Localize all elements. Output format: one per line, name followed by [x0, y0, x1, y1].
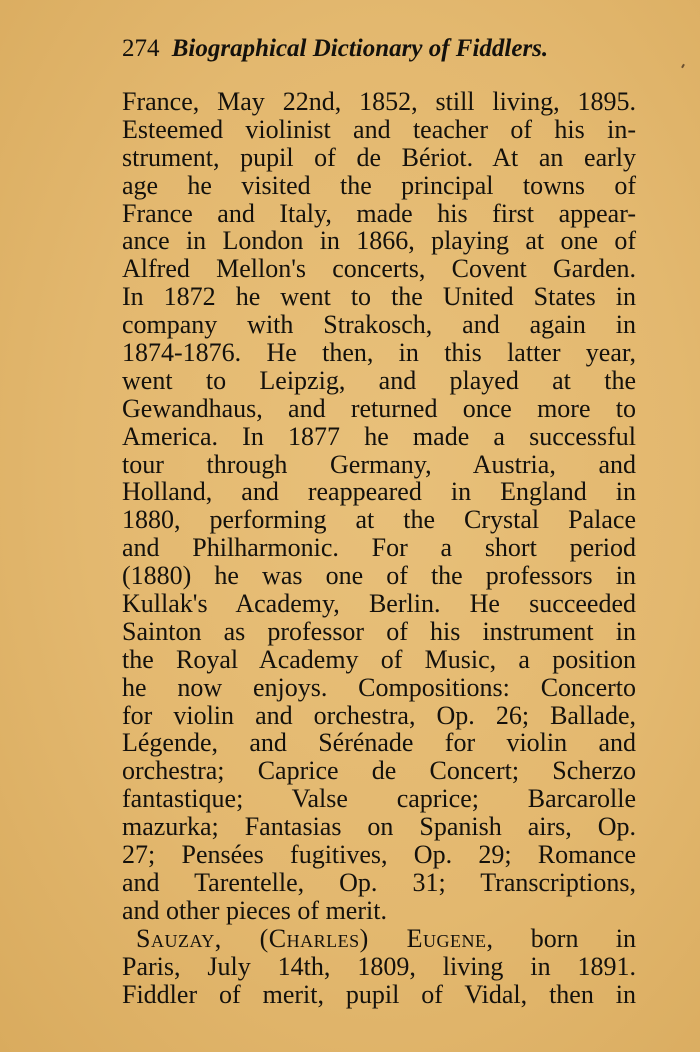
text-line: went to Leipzig, and played at the [122, 365, 636, 395]
text-line: Gewandhaus, and returned once more to [122, 393, 636, 423]
text-line: he now enjoys. Compositions: Concerto [122, 672, 636, 702]
text-line: Alfred Mellon's concerts, Covent Garden. [122, 254, 636, 284]
text-line: In 1872 he went to the United States in [122, 282, 636, 312]
running-title: Biographical Dictionary of Fiddlers. [171, 35, 549, 62]
entry-first-line-rest: born in [530, 923, 636, 953]
text-line: Légende, and Sérénade for violin and [122, 728, 636, 758]
entry-name: Sauzay, (Charles) Eugene, [136, 923, 494, 953]
text-line: 1880, performing at the Crystal Palace [122, 505, 636, 535]
text-line: Fiddler of merit, pupil of Vidal, then in [122, 979, 636, 1009]
text-line: (1880) he was one of the professors in [122, 561, 636, 591]
text-line: company with Strakosch, and again in [122, 310, 636, 340]
text-line: France, May 22nd, 1852, still living, 1895. [122, 87, 636, 116]
text-line: and Tarentelle, Op. 31; Transcriptions, [122, 867, 636, 897]
text-line: age he visited the principal towns of [122, 170, 636, 200]
text-line: tour through Germany, Austria, and [122, 449, 636, 479]
text-line: 27; Pensées fugitives, Op. 29; Romance [122, 840, 636, 870]
entry-heading-line [122, 925, 636, 953]
text-line: orchestra; Caprice de Concert; Scherzo [122, 756, 636, 786]
page-header [122, 34, 548, 64]
text-line: France and Italy, made his first appear- [122, 198, 636, 228]
text-line: Kullak's Academy, Berlin. He succeeded [122, 589, 636, 619]
text-line: Sainton as professor of his instrument in [122, 616, 636, 646]
text-line: fantastique; Valse caprice; Barcarolle [122, 784, 636, 814]
text-line: for violin and orchestra, Op. 26; Ballade, [122, 700, 636, 730]
text-line: the Royal Academy of Music, a position [122, 644, 636, 674]
text-line: strument, pupil of de Bériot. At an early [122, 142, 636, 172]
paper-speck [681, 64, 685, 68]
text-line: Holland, and reappeared in England in [122, 477, 636, 507]
text-line: mazurka; Fantasias on Spanish airs, Op. [122, 812, 636, 842]
text-line: 1874-1876. He then, in this latter year, [122, 338, 636, 368]
text-line: ance in London in 1866, playing at one of [122, 226, 636, 256]
text-line: and other pieces of merit. [122, 895, 387, 925]
text-line: and Philharmonic. For a short period [122, 533, 636, 563]
text-line: Esteemed violinist and teacher of his in- [122, 114, 636, 144]
text-line: America. In 1877 he made a successful [122, 421, 636, 451]
text-line: Paris, July 14th, 1809, living in 1891. [122, 951, 636, 981]
page-number: 274 [122, 35, 160, 62]
body-text [122, 88, 636, 1008]
